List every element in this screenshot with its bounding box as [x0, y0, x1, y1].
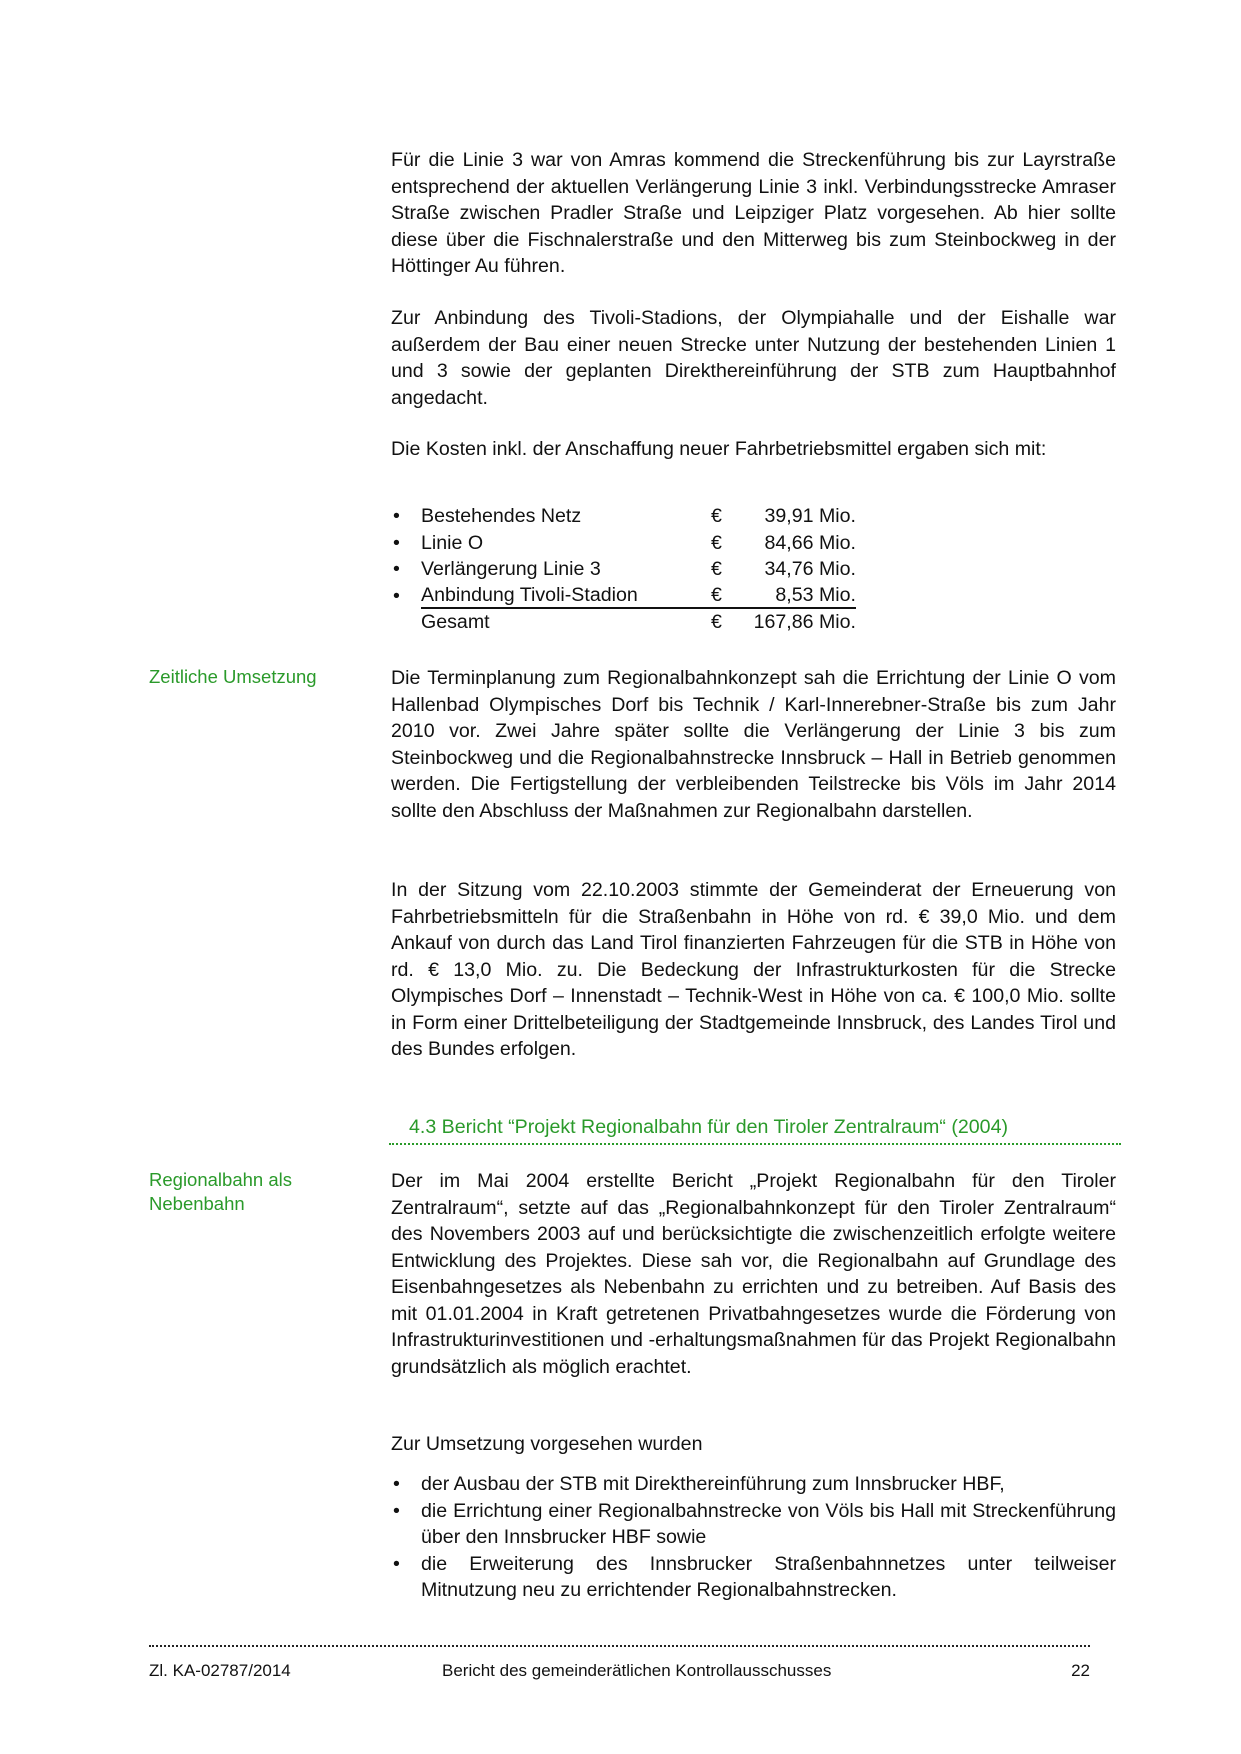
currency: €	[711, 531, 722, 554]
footer-reference: Zl. KA-02787/2014	[149, 1661, 291, 1680]
cost-label: • Verlängerung Linie 3	[421, 558, 601, 580]
cost-item	[391, 503, 1116, 530]
paragraph: Zur Anbindung des Tivoli-Stadions, der Olympiahalle und der Eishalle war außerdem der Bau einer neuen Strecke unter Nutzung der bestehenden Linien 1 und 3 sowie der geplanten Direkthereinführung der STB zum Hauptbahnhof angedacht.	[391, 307, 1116, 409]
currency: €	[711, 558, 722, 580]
page-number: 22	[1071, 1661, 1090, 1680]
cost-amount: 34,76 Mio.	[764, 558, 856, 580]
cost-label: • Anbindung Tivoli-Stadion	[421, 583, 638, 606]
footer-title: Bericht des gemeinderätlichen Kontrollausschusses	[442, 1661, 832, 1680]
paragraph: Die Terminplanung zum Regionalbahnkonzept sah die Errichtung der Linie O vom Hallenbad Olympisches Dorf bis Technik / Karl-Innerebner-Straße bis zum Jahr 2010 vor. Zwei Jahre später sollte die Verlängerung der Linie 3 bis zum Steinbockweg und die Regionalbahnstrecke Innsbruck – Hall in Betrieb genommen werden. Die Fertigstellung der verbleibenden Teilstrecke bis Völs im Jahr 2014 sollte den Abschluss der Maßnahmen zur Regionalbahn darstellen.	[391, 667, 1116, 822]
list-item: • der Ausbau der STB mit Direkthereinführung zum Innsbrucker HBF,	[391, 1471, 1116, 1498]
paragraph: Die Kosten inkl. der Anschaffung neuer Fahrbetriebsmittel ergaben sich mit:	[391, 438, 1047, 460]
currency: €	[711, 583, 722, 606]
cost-label: • Bestehendes Netz	[421, 505, 582, 527]
footer-divider	[149, 1645, 1090, 1647]
margin-label: Zeitliche Umsetzung	[149, 666, 317, 687]
cost-item	[391, 530, 1116, 557]
cost-amount: 8,53 Mio.	[775, 583, 856, 606]
cost-amount: 84,66 Mio.	[764, 531, 856, 554]
list-item: • die Erweiterung des Innsbrucker Straßenbahnnetzes unter teilweiser Mitnutzung neu zu errichtender Regionalbahnstrecken.	[391, 1551, 1116, 1604]
paragraph: In der Sitzung vom 22.10.2003 stimmte der Gemeinderat der Erneuerung von Fahrbetriebsmitteln für die Straßenbahn in Höhe von rd. € 39,0 Mio. und dem Ankauf von durch das Land Tirol finanzierten Fahrzeugen für die STB in Höhe von rd. € 13,0 Mio. zu. Die Bedeckung der Infrastrukturkosten für die Strecke Olympisches Dorf – Innenstadt – Technik-West in Höhe von ca. € 100,0 Mio. sollte in Form einer Drittelbeteiligung der Stadtgemeinde Innsbruck, des Landes Tirol und des Bundes erfolgen.	[391, 879, 1116, 1060]
bullet-list	[391, 1471, 1116, 1604]
paragraph: Zur Umsetzung vorgesehen wurden	[391, 1433, 703, 1455]
cost-amount: 39,91 Mio.	[764, 505, 856, 527]
total-label: Gesamt	[421, 611, 490, 633]
section-heading: 4.3 Bericht “Projekt Regionalbahn für den Tiroler Zentralraum“ (2004)	[389, 1114, 1121, 1145]
paragraph: Der im Mai 2004 erstellte Bericht „Projekt Regionalbahn für den Tiroler Zentralraum“, setzte auf das „Regionalbahnkonzept für den Tiroler Zentralraum“ des Novembers 2003 auf und berücksichtigte die zwischenzeitlich erfolgte weitere Entwicklung des Projektes. Diese sah vor, die Regionalbahn auf Grundlage des Eisenbahngesetzes als Nebenbahn zu errichten und zu betreiben. Auf Basis des mit 01.01.2004 in Kraft getretenen Privatbahngesetzes wurde die Förderung von Infrastrukturinvestitionen und -erhaltungsmaßnahmen für das Projekt Regionalbahn grundsätzlich als möglich erachtet.	[391, 1170, 1116, 1378]
currency: €	[711, 611, 722, 633]
margin-label: Regionalbahn als Nebenbahn	[149, 1169, 292, 1214]
total-amount: 167,86 Mio.	[753, 611, 856, 633]
paragraph: Für die Linie 3 war von Amras kommend die Streckenführung bis zur Layrstraße entsprechend der aktuellen Verlängerung Linie 3 inkl. Verbindungsstrecke Amraser Straße zwischen Pradler Straße und Leipziger Platz vorgesehen. Ab hier sollte diese über die Fischnalerstraße und den Mitterweg bis zum Steinbockweg in der Höttinger Au führen.	[391, 149, 1116, 277]
cost-total	[391, 609, 1116, 636]
list-item: • die Errichtung einer Regionalbahnstrecke von Völs bis Hall mit Streckenführung über den Innsbrucker HBF sowie	[391, 1498, 1116, 1551]
cost-label: • Linie O	[421, 531, 484, 554]
cost-list	[391, 503, 1116, 636]
currency: €	[711, 505, 722, 527]
cost-item	[391, 556, 1116, 583]
cost-item	[391, 583, 1116, 610]
